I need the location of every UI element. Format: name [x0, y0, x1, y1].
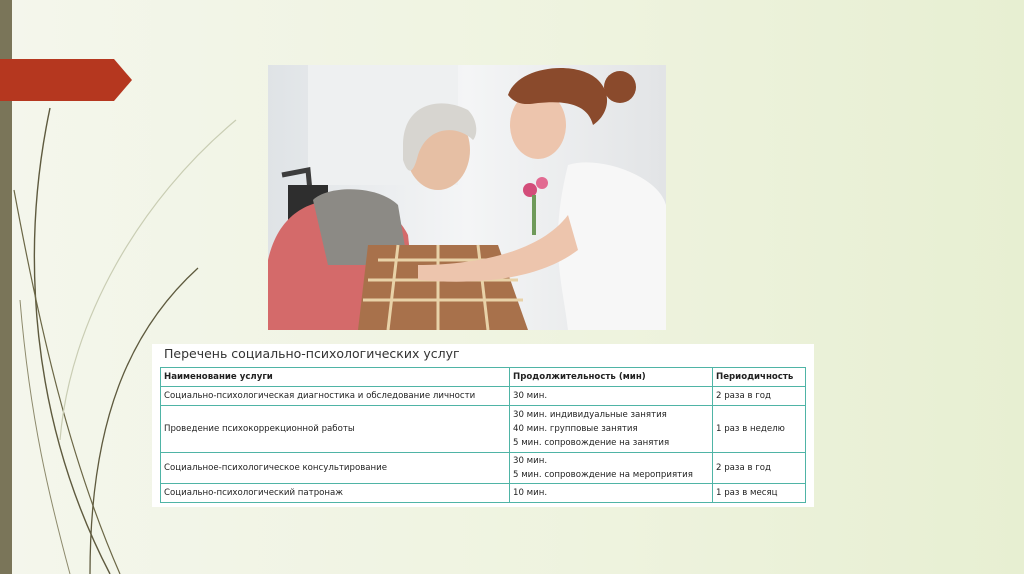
duration-line: 10 мин.: [513, 488, 548, 498]
duration-line: 30 мин. индивидуальные занятия: [513, 410, 667, 420]
header-duration: Продолжительность (мин): [510, 368, 713, 387]
table-row: [161, 387, 806, 406]
duration-line: 30 мин.: [513, 456, 548, 466]
cell-duration: [510, 406, 713, 453]
duration-line: 5 мин. сопровождение на занятия: [513, 438, 670, 448]
table-title: Перечень социально-психологических услуг: [164, 346, 460, 361]
cell-service-name: Проведение психокоррекционной работы: [161, 406, 510, 453]
table-row: [161, 406, 806, 453]
cell-duration: [510, 484, 713, 503]
services-table-card: [152, 344, 814, 507]
services-table: [160, 367, 806, 503]
table-row: [161, 453, 806, 484]
duration-line: 40 мин. групповые занятия: [513, 424, 638, 434]
duration-line: 5 мин. сопровождение на мероприятия: [513, 470, 693, 480]
table-header-row: [161, 368, 806, 387]
header-service-name: Наименование услуги: [161, 368, 510, 387]
cell-service-name: Социальное-психологическое консультирование: [161, 453, 510, 484]
cell-duration: [510, 453, 713, 484]
cell-frequency: 1 раз в неделю: [713, 406, 806, 453]
photo-elderly-woman-and-nurse: [268, 65, 666, 330]
duration-line: 30 мин.: [513, 391, 548, 401]
cell-duration: [510, 387, 713, 406]
cell-frequency: 1 раз в месяц: [713, 484, 806, 503]
cell-service-name: Социально-психологическая диагностика и обследование личности: [161, 387, 510, 406]
table-row: [161, 484, 806, 503]
header-frequency: Периодичность: [713, 368, 806, 387]
cell-frequency: 2 раза в год: [713, 453, 806, 484]
cell-frequency: 2 раза в год: [713, 387, 806, 406]
cell-service-name: Социально-психологический патронаж: [161, 484, 510, 503]
